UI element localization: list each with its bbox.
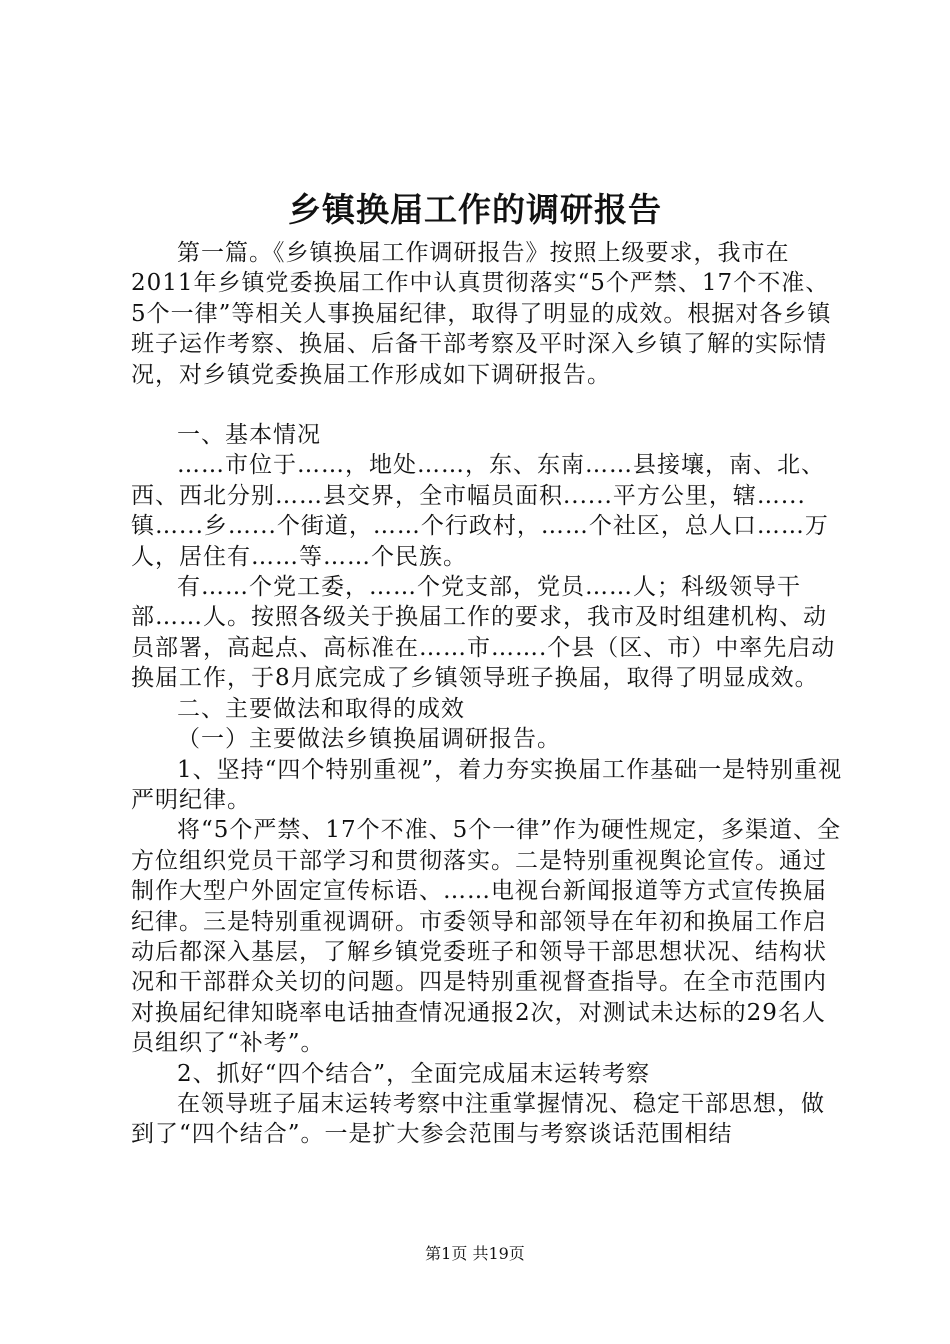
document-title: 乡镇换届工作的调研报告 bbox=[288, 190, 662, 229]
paragraph: 将“5个严禁、17个不准、5个一律”作为硬性规定，多渠道、全方位组织党员干部学习和贯彻落实。二是特别重视舆论宣传。通过制作大型户外固定宣传标语、……电视台新闻报道等方式宣传换届纪律。三是特别重视调研。市委领导和部领导在年初和换届工作启动后都深入基层，了解乡镇党委班子和领导干部思想状况、结构状况和干部群众关切的问题。四是特别重视督查指导。在全市范围内对换届纪律知晓率电话抽查情况通报2次，对测试未达标的29名人员组织了“补考”。 bbox=[131, 817, 842, 1057]
paragraph: ……市位于……，地处……，东、东南……县接壤，南、北、西、西北分别……县交界，全市幅员面积......平方公里，辖…...镇…...乡…...个街道，……个行政村，……个社区，总人口……万人，居住有……等……个民族。 bbox=[131, 452, 829, 570]
section-heading: 一、基本情况 bbox=[177, 422, 321, 449]
paragraph: 1、坚持“四个特别重视”，着力夯实换届工作基础一是特别重视严明纪律。 bbox=[131, 756, 843, 813]
subsection-heading: 2、抓好“四个结合”，全面完成届末运转考察 bbox=[177, 1060, 651, 1087]
section-heading: 二、主要做法和取得的成效 bbox=[177, 695, 465, 722]
paragraph: 在领导班子届末运转考察中注重掌握情况、稳定干部思想，做到了“四个结合”。一是扩大参会范围与考察谈话范围相结 bbox=[131, 1090, 825, 1148]
paragraph: 第一篇。《乡镇换届工作调研报告》按照上级要求，我市在2011年乡镇党委换届工作中认真贯彻落实“5个严禁、17个不准、5个一律”等相关人事换届纪律，取得了明显的成效。根据对各乡镇班子运作考察、换届、后备干部考察及平时深入乡镇了解的实际情况，对乡镇党委换届工作形成如下调研报告。 bbox=[131, 240, 832, 388]
page-number-footer: 第1页 共19页 bbox=[425, 1244, 525, 1263]
paragraph: 有……个党工委，……个党支部，党员……人；科级领导干部……人。按照各级关于换届工作的要求，我市及时组建机构、动员部署，高起点、高标准在……市…….个县（区、市）中率先启动换届工作，于8月底完成了乡镇领导班子换届，取得了明显成效。 bbox=[131, 574, 836, 692]
subsection-heading: （一）主要做法乡镇换届调研报告。 bbox=[177, 726, 561, 753]
document-body bbox=[131, 238, 843, 1150]
paragraph-spacer bbox=[131, 390, 843, 420]
